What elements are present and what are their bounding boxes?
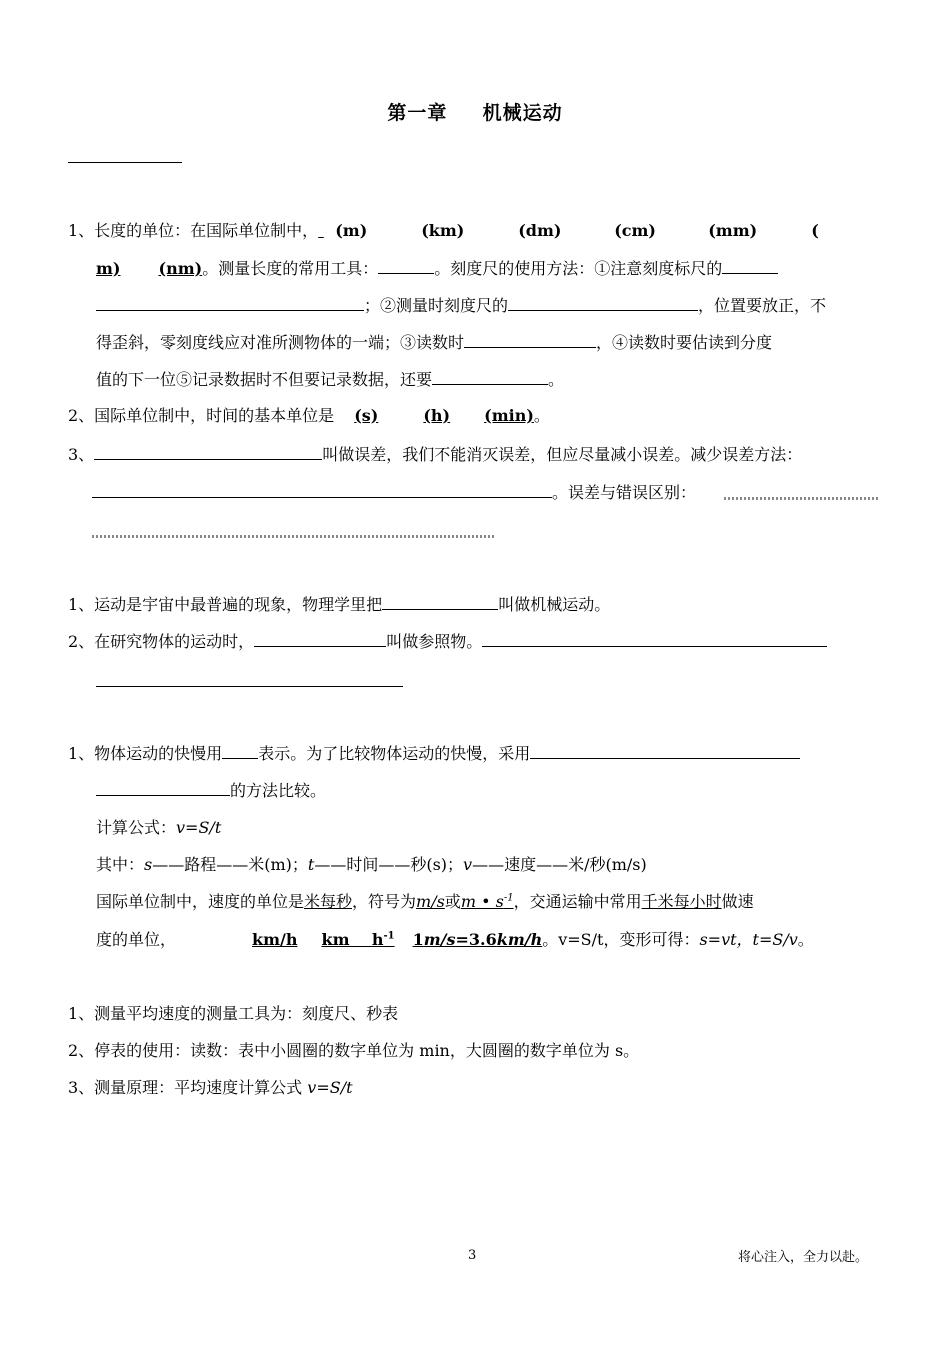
- s1-q2-end: 。: [533, 406, 550, 425]
- blank-error-difference-2: [92, 535, 494, 538]
- units-text: 国际单位制中，速度的单位是: [96, 892, 305, 911]
- s1-q1-position: ，位置要放正，不: [698, 296, 827, 315]
- unit-kmh: 千米每小时: [641, 892, 722, 911]
- unit-mps: 米每秒: [304, 892, 353, 911]
- formula-value: v=S/t: [176, 818, 222, 837]
- def-t: ——时间——秒(s)；: [314, 855, 464, 874]
- blank-reference-extra: [482, 630, 827, 647]
- time-unit-s: (s): [354, 406, 379, 425]
- s3-units-line2: [96, 929, 814, 951]
- s1-q1-end: 。: [548, 370, 565, 389]
- unit-km-h-1: km $h^{-1}$: [321, 930, 395, 949]
- s4-q3-formula: v=S/t: [307, 1078, 353, 1097]
- def-v: ——速度——米/秒(m/s): [472, 855, 647, 874]
- blank-error-difference: [724, 497, 878, 500]
- s1-q1-method: 。刻度尺的使用方法：①注意刻度标尺的: [434, 259, 723, 278]
- units-degree: 度的单位，: [96, 930, 177, 949]
- units-transform: 。v=S/t，变形可得：: [542, 930, 700, 949]
- blank-error-def: [94, 443, 322, 460]
- s4-q3-text: 3、测量原理：平均速度计算公式: [68, 1078, 308, 1097]
- blank-tool: [378, 257, 434, 274]
- page-title: [0, 102, 950, 124]
- var-t: t: [307, 855, 315, 874]
- blank-compare: [530, 742, 800, 759]
- blank-record: [432, 368, 548, 385]
- s1-q3-diff: 。误差与错误区别：: [552, 483, 697, 502]
- blank-scale-2: [96, 294, 364, 311]
- s3-where: [96, 854, 647, 876]
- formula-label: 计算公式：: [96, 818, 177, 837]
- unit-dm: (dm): [518, 221, 562, 240]
- s3-q1-line2: [96, 779, 326, 802]
- s3-units-line1: [96, 891, 754, 913]
- unit-mm: (mm): [708, 221, 758, 240]
- var-v: v: [463, 855, 473, 874]
- units-transform-formula: s=vt，t=S/v: [699, 930, 798, 949]
- s1-q1-line3: [96, 294, 826, 317]
- footer-motto: 将心注入，全力以赴。: [738, 1250, 869, 1265]
- s3-q1-compare: 表示。为了比较物体运动的快慢，采用: [258, 744, 531, 763]
- where-label: 其中：: [96, 855, 145, 874]
- s4-q1: 1、测量平均速度的测量工具为：刻度尺、秒表: [68, 1004, 399, 1023]
- s1-q3-text: 叫做误差，我们不能消灭误差，但应尽量减小误差。减少误差方法：: [322, 445, 803, 464]
- unit-m: (m): [335, 221, 368, 240]
- units-speed: 做速: [721, 892, 754, 911]
- s2-q1-text: 1、运动是宇宙中最普遍的现象，物理学里把: [68, 595, 383, 614]
- def-s: ——路程——米(m)；: [152, 855, 308, 874]
- s1-q1-line1: [68, 220, 838, 242]
- blank-compare-2: [96, 779, 230, 796]
- units-end: 。: [797, 930, 814, 949]
- s4-q2: 2、停表的使用：读数：表中小圆圈的数字单位为 min，大圆圈的数字单位为 s。: [68, 1041, 640, 1060]
- s1-q1-text: 1、长度的单位：在国际单位制中，: [68, 221, 319, 240]
- unit-kmh-symbol: km/h: [252, 930, 298, 949]
- unit-km: (km): [421, 221, 465, 240]
- s1-q3-line1: [68, 443, 802, 466]
- unit-cm: (cm): [614, 221, 656, 240]
- s1-q1-estimate: ，④读数时要估读到分度: [596, 333, 773, 352]
- s1-q1-line2: [96, 257, 778, 280]
- blank-reference-extra-2: [96, 686, 403, 687]
- s2-q2-end: 叫做参照物。: [386, 632, 483, 651]
- unit-conversion: 1m/s=3.6km/h: [412, 930, 543, 949]
- s1-q1-tools: 。测量长度的常用工具：: [202, 259, 379, 278]
- unit-paren: (: [811, 221, 819, 240]
- s2-q2: [68, 630, 827, 653]
- time-unit-h: (h): [423, 406, 451, 425]
- s2-q2-text: 2、在研究物体的运动时，: [68, 632, 255, 651]
- units-or: 或: [444, 892, 461, 911]
- s2-q1-end: 叫做机械运动。: [498, 595, 611, 614]
- blank-reading: [464, 331, 596, 348]
- s3-q1-text: 1、物体运动的快慢用: [68, 744, 223, 763]
- unit-symbol-ms-1: m • $s^{-1}$: [460, 892, 514, 911]
- section-heading-line: [68, 162, 182, 163]
- page-number: 3: [468, 1248, 477, 1263]
- s4-q3: [68, 1077, 353, 1099]
- blank-reference: [254, 630, 386, 647]
- blank-ruler: [508, 294, 698, 311]
- unit-symbol-ms: m/s: [416, 892, 445, 911]
- s3-formula: [96, 817, 221, 839]
- s3-q1-line1: [68, 742, 800, 765]
- unit-m-close: m): [96, 259, 121, 278]
- s1-q1-line4: [96, 331, 772, 354]
- units-symbol-label: ，符号为: [352, 892, 417, 911]
- unit-nm: (nm): [158, 259, 203, 278]
- s1-q1-line5: [96, 368, 564, 391]
- time-unit-min: (min): [484, 406, 534, 425]
- s1-q1-reading: 得歪斜，零刻度线应对准所测物体的一端；③读数时: [96, 333, 465, 352]
- s1-q3-line2: [92, 481, 696, 504]
- s1-q1-ruler: ；②测量时刻度尺的: [364, 296, 509, 315]
- length-units-answer: [318, 220, 838, 242]
- s1-q1-record: 值的下一位⑤记录数据时不但要记录数据，还要: [96, 370, 433, 389]
- s1-q3-num: 3、: [68, 445, 95, 464]
- title-chapter: 第一章: [387, 102, 448, 124]
- s1-q2-text: 2、国际单位制中，时间的基本单位是: [68, 406, 335, 425]
- blank-mechanical-motion: [382, 593, 498, 610]
- blank-speed: [222, 742, 258, 759]
- title-topic: 机械运动: [482, 102, 563, 124]
- s2-q1: [68, 593, 610, 616]
- units-traffic: ，交通运输中常用: [513, 892, 642, 911]
- blank-scale: [722, 257, 778, 274]
- blank-reduce-error: [92, 481, 552, 498]
- s1-q2: [68, 405, 550, 427]
- s3-q1-method: 的方法比较。: [230, 781, 327, 800]
- var-s: s: [144, 855, 153, 874]
